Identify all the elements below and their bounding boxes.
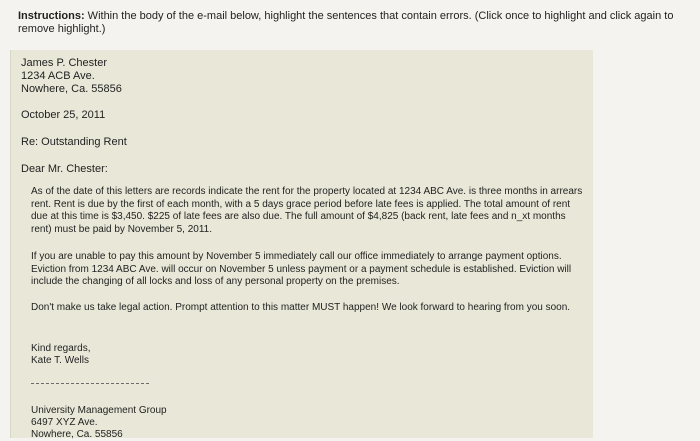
paragraph-1 xyxy=(31,186,583,236)
sentence[interactable]: Don't make us take legal action. xyxy=(31,302,173,313)
sentence[interactable]: As of the date of this letters are records indicate the rent for the property located at 1234 ABC Ave. is three months in arrears rent. xyxy=(31,186,583,210)
sender-name: Kate T. Wells xyxy=(31,355,89,366)
address-line-street: 1234 ACB Ave. xyxy=(21,70,95,82)
instructions-text xyxy=(18,10,688,36)
sentence[interactable]: If you are unable to pay this amount by November 5 immediately call our office immediately to arrange payment options. xyxy=(31,251,562,262)
sentence[interactable]: Eviction from 1234 ABC Ave. will occur on November 5 unless payment or a payment schedule is established. xyxy=(31,263,517,275)
signature-company: University Management Group xyxy=(31,405,167,416)
letter-salutation: Dear Mr. Chester: xyxy=(21,163,108,175)
email-body xyxy=(10,50,593,438)
sentence[interactable]: Rent is due by the first of each month, with a 5 days grace period before late fees is applied. xyxy=(53,198,462,210)
sentence[interactable]: We look forward to hearing from you soon. xyxy=(381,302,571,313)
signature-divider xyxy=(31,383,149,384)
instructions-body: Within the body of the e-mail below, highlight the sentences that contain errors. (Click once to highlight and click again to remove highlight.) xyxy=(18,10,674,35)
sentence[interactable]: $225 of late fees are also due. xyxy=(147,211,283,222)
instructions-label: Instructions: xyxy=(18,10,85,22)
signature-street: 6497 XYZ Ave. xyxy=(31,417,98,428)
signature-city: Nowhere, Ca. 55856 xyxy=(31,429,123,440)
sentence[interactable]: The total amount of rent due at this time is $3,450. xyxy=(31,198,571,222)
letter-subject: Re: Outstanding Rent xyxy=(21,136,127,148)
address-line-name: James P. Chester xyxy=(21,57,108,69)
paragraph-3 xyxy=(31,302,583,315)
address-line-city: Nowhere, Ca. 55856 xyxy=(21,83,122,95)
sentence[interactable]: Prompt attention to this matter MUST happen! xyxy=(175,302,380,313)
letter-date: October 25, 2011 xyxy=(21,109,106,121)
sentence[interactable]: The full amount of $4,825 (back rent, late fees and n_xt months rent) must be paid by November 5, 2011. xyxy=(31,211,566,235)
closing: Kind regards, xyxy=(31,343,91,354)
paragraph-2 xyxy=(31,251,583,289)
sentence[interactable]: Eviction will include the changing of all locks and loss of any personal property on the premises. xyxy=(31,263,572,287)
